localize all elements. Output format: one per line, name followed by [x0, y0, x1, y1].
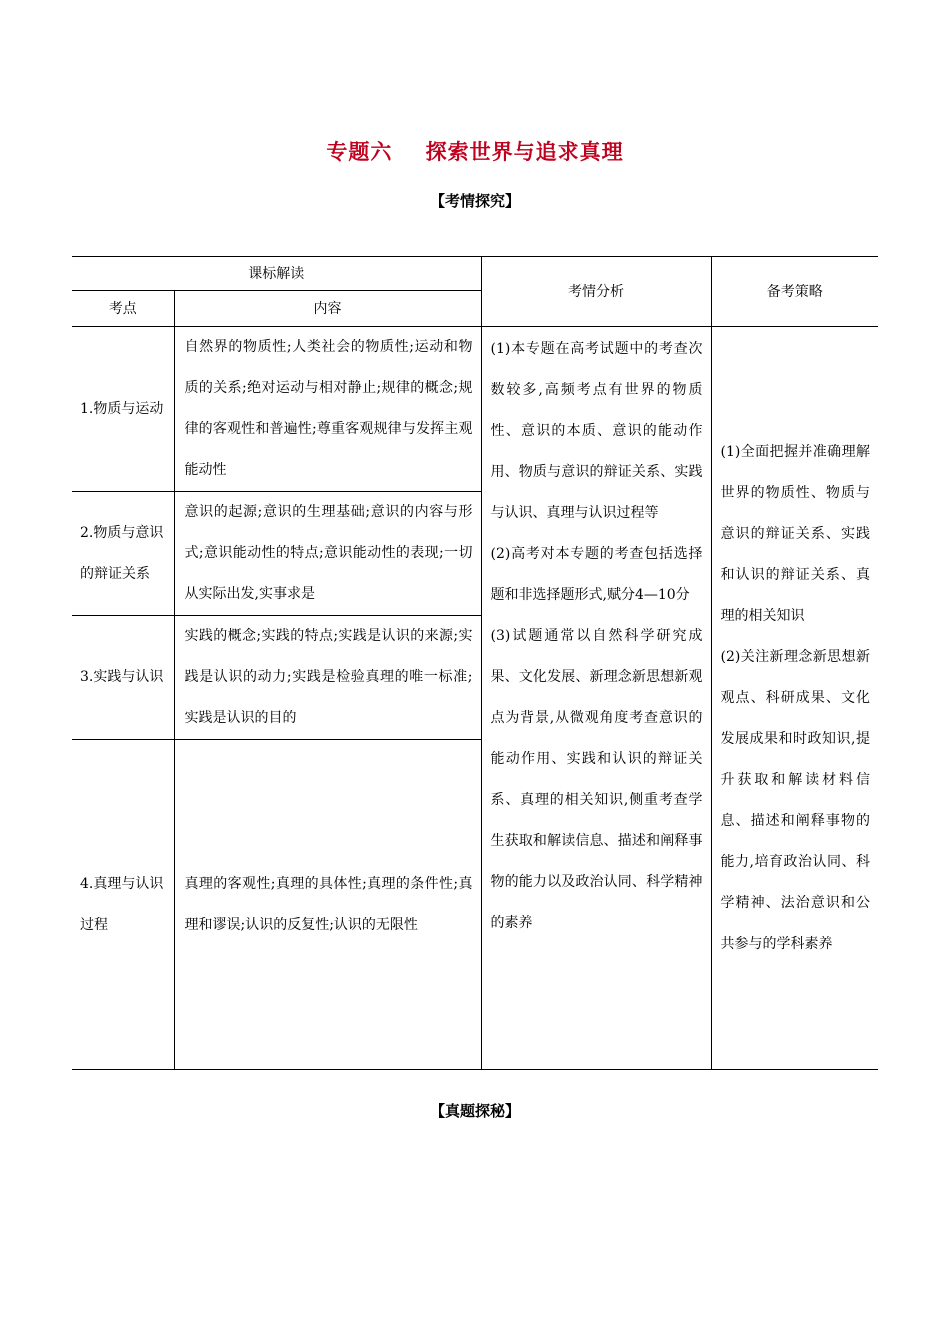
page-title: 专题六 探索世界与追求真理: [326, 140, 624, 164]
topic-cell: 3.实践与认识: [72, 616, 174, 740]
strategy-point: (2)关注新理念新思想新观点、科研成果、文化发展成果和时政知识,提升获取和解读材料信息、描述和阐释事物的能力,培育政治认同、科学精神、法治意识和公共参与的学科素养: [720, 648, 870, 952]
section-heading-real-questions: 【真题探秘】: [429, 1102, 520, 1120]
analysis-point: (3)试题通常以自然科学研究成果、文化发展、新理念新思想新观点为背景,从微观角度考查意识的能动作用、实践和认识的辩证关系、真理的相关知识,侧重考查学生获取和解读信息、描述和阐释事物的能力以及政治认同、科学精神的素养: [490, 628, 703, 931]
content-cell: 意识的起源;意识的生理基础;意识的内容与形式;意识能动性的特点;意识能动性的表现;一切从实际出发,实事求是: [174, 492, 481, 616]
topic-cell: 1.物质与运动: [72, 327, 174, 492]
header-topic: 考点: [72, 291, 174, 327]
header-content: 内容: [174, 291, 481, 327]
section-heading-exam-analysis: 【考情探究】: [429, 192, 520, 210]
strategy-cell: [711, 327, 878, 1070]
exam-outline-table: [72, 256, 878, 1070]
analysis-point: (2)高考对本专题的考查包括选择题和非选择题形式,赋分4—10分: [490, 546, 703, 603]
topic-cell: 4.真理与认识过程: [72, 740, 174, 1070]
header-strategy: 备考策略: [711, 257, 878, 327]
analysis-point: (1)本专题在高考试题中的考查次数较多,高频考点有世界的物质性、意识的本质、意识的能动作用、物质与意识的辩证关系、实践与认识、真理与认识过程等: [490, 341, 703, 521]
topic-cell: 2.物质与意识的辩证关系: [72, 492, 174, 616]
analysis-cell: [481, 327, 711, 1070]
strategy-point: (1)全面把握并准确理解世界的物质性、物质与意识的辩证关系、实践和认识的辩证关系、真理的相关知识: [720, 443, 870, 624]
header-curriculum: 课标解读: [72, 257, 481, 291]
header-analysis: 考情分析: [481, 257, 711, 327]
content-cell: 真理的客观性;真理的具体性;真理的条件性;真理和谬误;认识的反复性;认识的无限性: [174, 740, 481, 1070]
content-cell: 自然界的物质性;人类社会的物质性;运动和物质的关系;绝对运动与相对静止;规律的概念;规律的客观性和普遍性;尊重客观规律与发挥主观能动性: [174, 327, 481, 492]
content-cell: 实践的概念;实践的特点;实践是认识的来源;实践是认识的动力;实践是检验真理的唯一标准;实践是认识的目的: [174, 616, 481, 740]
